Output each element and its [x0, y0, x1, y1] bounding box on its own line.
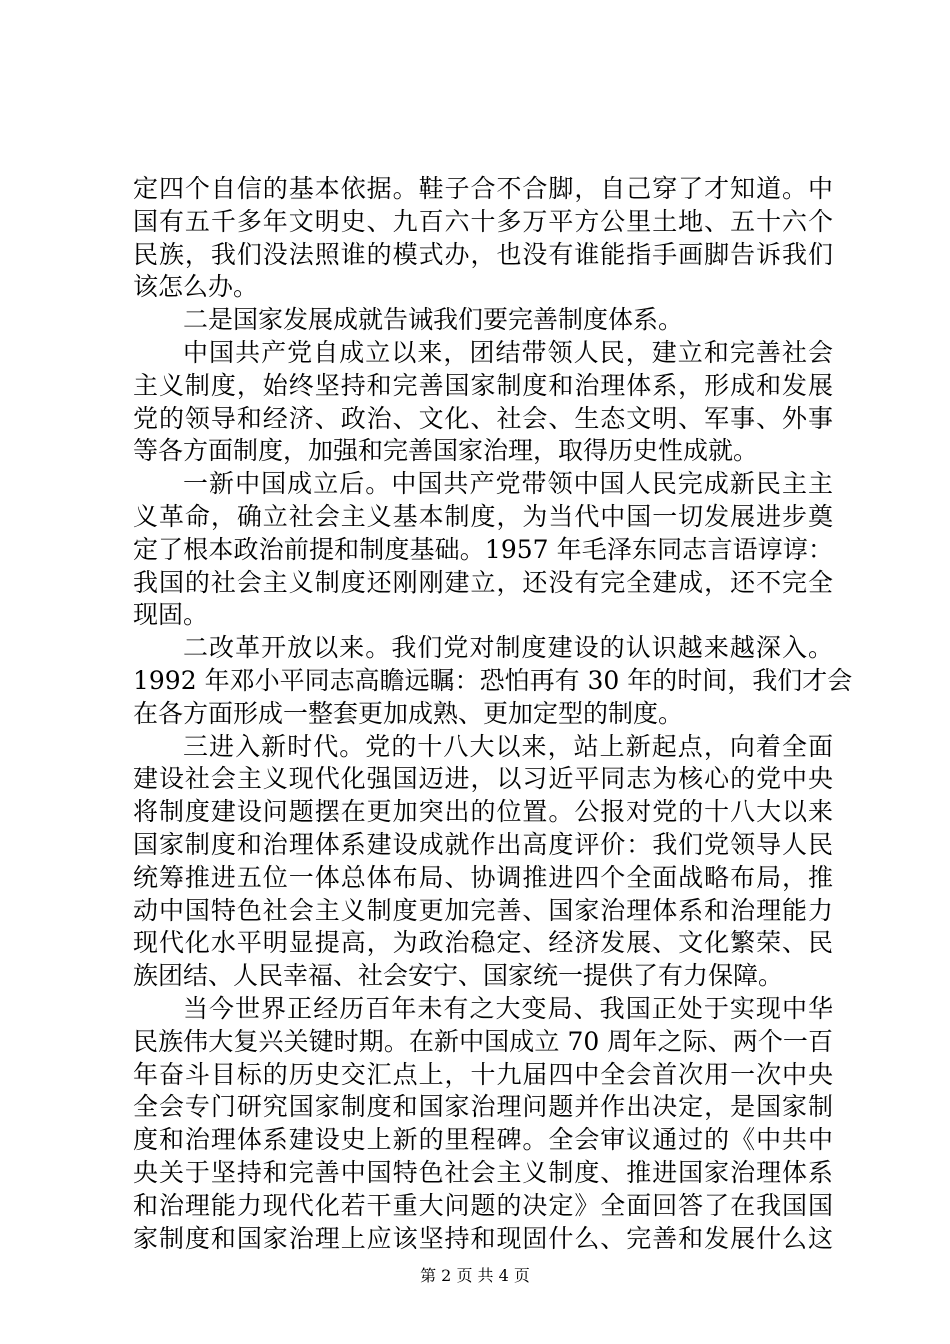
text-line: 动中国特色社会主义制度更加完善、国家治理体系和治理能力: [133, 895, 833, 925]
text-line: 民族，我们没法照谁的模式办，也没有谁能指手画脚告诉我们: [133, 239, 833, 269]
text-line: 现代化水平明显提高，为政治稳定、经济发展、文化繁荣、民: [133, 928, 833, 958]
text-line: 1992 年邓小平同志高瞻远瞩：恐怕再有 30 年的时间，我们才会: [133, 665, 853, 695]
text-line: 族团结、人民幸福、社会安宁、国家统一提供了有力保障。: [133, 961, 784, 991]
text-line: 定了根本政治前提和制度基础。1957 年毛泽东同志言语谆谆：: [133, 534, 833, 564]
text-line: 度和治理体系建设史上新的里程碑。全会审议通过的《中共中: [133, 1125, 833, 1155]
text-line: 义革命，确立社会主义基本制度，为当代中国一切发展进步奠: [133, 501, 833, 531]
text-line: 定四个自信的基本依据。鞋子合不合脚，自己穿了才知道。中: [133, 174, 833, 203]
text-line: 央关于坚持和完善中国特色社会主义制度、推进国家治理体系: [133, 1157, 833, 1187]
text-line: 年奋斗目标的历史交汇点上，十九届四中全会首次用一次中央: [133, 1059, 833, 1089]
text-line: 统筹推进五位一体总体布局、协调推进四个全面战略布局，推: [133, 862, 833, 892]
text-line: 中国共产党自成立以来，团结带领人民，建立和完善社会: [183, 337, 833, 367]
page-footer: 第 2 页 共 4 页: [420, 1266, 530, 1285]
text-line: 将制度建设问题摆在更加突出的位置。公报对党的十八大以来: [133, 797, 833, 827]
text-line: 全会专门研究国家制度和国家治理问题并作出决定，是国家制: [133, 1092, 833, 1122]
text-line: 三进入新时代。党的十八大以来，站上新起点，向着全面: [183, 731, 833, 761]
text-line: 该怎么办。: [133, 272, 259, 302]
text-line: 一新中国成立后。中国共产党带领中国人民完成新民主主: [183, 469, 833, 499]
text-line: 二改革开放以来。我们党对制度建设的认识越来越深入。: [183, 633, 833, 663]
text-line: 主义制度，始终坚持和完善国家制度和治理体系，形成和发展: [133, 370, 833, 400]
text-line: 家制度和国家治理上应该坚持和现固什么、完善和发展什么这: [133, 1223, 833, 1253]
text-line: 等各方面制度，加强和完善国家治理，取得历史性成就。: [133, 436, 759, 466]
text-line: 现固。: [133, 600, 209, 630]
text-line: 国家制度和治理体系建设成就作出高度评价：我们党领导人民: [133, 829, 833, 859]
text-line: 建设社会主义现代化强国迈进，以习近平同志为核心的党中央: [133, 764, 833, 794]
text-line: 和治理能力现代化若干重大问题的决定》全面回答了在我国国: [133, 1190, 833, 1220]
text-line: 二是国家发展成就告诫我们要完善制度体系。: [183, 305, 684, 335]
text-line: 当今世界正经历百年未有之大变局、我国正处于实现中华: [183, 993, 833, 1023]
text-line: 我国的社会主义制度还刚刚建立，还没有完全建成，还不完全: [133, 567, 833, 597]
text-line: 民族伟大复兴关键时期。在新中国成立 70 周年之际、两个一百: [133, 1026, 833, 1056]
document-body: [133, 173, 853, 1255]
text-line: 国有五千多年文明史、九百六十多万平方公里土地、五十六个: [133, 206, 833, 236]
text-line: 党的领导和经济、政治、文化、社会、生态文明、军事、外事: [133, 403, 833, 433]
text-line: 在各方面形成一整套更加成熟、更加定型的制度。: [133, 698, 684, 728]
